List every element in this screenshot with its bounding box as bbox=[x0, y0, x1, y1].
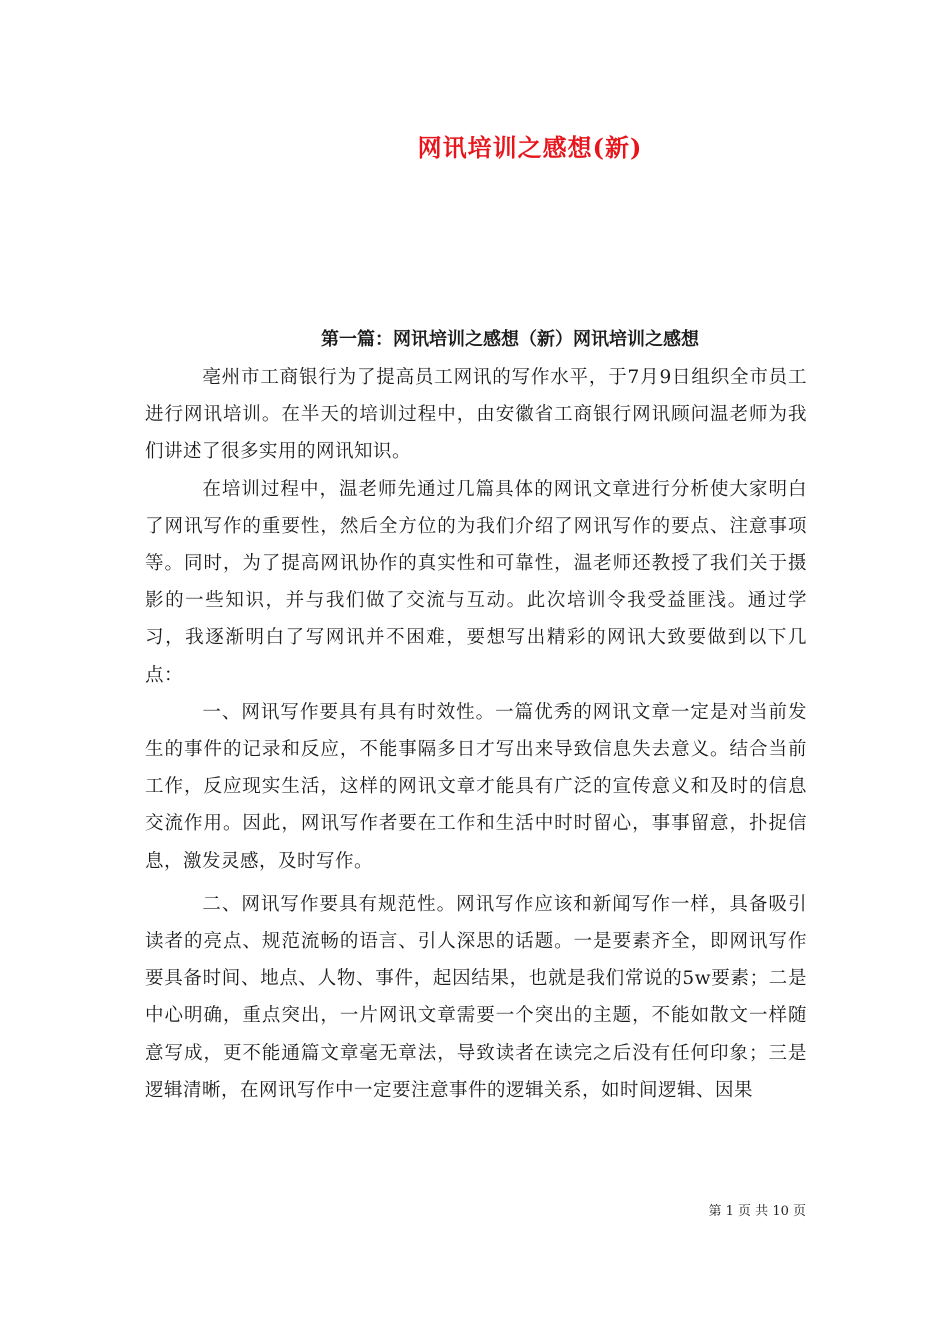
paragraph-intro: 亳州市工商银行为了提高员工网讯的写作水平，于7月9日组织全市员工进行网讯培训。在半天的培训过程中，由安徽省工商银行网讯顾问温老师为我们讲述了很多实用的网讯知识。 bbox=[145, 367, 807, 463]
paragraph-point-two: 二、网讯写作要具有规范性。网讯写作应该和新闻写作一样，具备吸引读者的亮点、规范流畅的语言、引人深思的话题。一是要素齐全，即网讯写作要具备时间、地点、人物、事件，起因结果，也就是我们常说的5w要素；二是中心明确，重点突出，一片网讯文章需要一个突出的主题，不能如散文一样随意写成，更不能通篇文章毫无章法，导致读者在读完之后没有任何印象；三是逻辑清晰，在网讯写作中一定要注意事件的逻辑关系，如时间逻辑、因果 bbox=[145, 893, 807, 1101]
paragraph-training-process: 在培训过程中，温老师先通过几篇具体的网讯文章进行分析使大家明白了网讯写作的重要性，然后全方位的为我们介绍了网讯写作的要点、注意事项等。同时，为了提高网讯协作的真实性和可靠性，温老师还教授了我们关于摄影的一些知识，并与我们做了交流与互动。此次培训令我受益匪浅。通过学习，我逐渐明白了写网讯并不困难，要想写出精彩的网讯大致要做到以下几点： bbox=[145, 478, 807, 686]
document-title: 网讯培训之感想(新) bbox=[417, 133, 643, 162]
page-number-footer: 第 1 页 共 10 页 bbox=[708, 1204, 806, 1219]
document-body bbox=[145, 359, 807, 1109]
paragraph-point-one: 一、网讯写作要具有具有时效性。一篇优秀的网讯文章一定是对当前发生的事件的记录和反应，不能事隔多日才写出来导致信息失去意义。结合当前工作，反应现实生活，这样的网讯文章才能具有广泛的宣传意义和及时的信息交流作用。因此，网讯写作者要在工作和生活中时时留心，事事留意，扑捉信息，激发灵感，及时写作。 bbox=[145, 701, 807, 872]
section-heading: 第一篇：网讯培训之感想（新）网讯培训之感想 bbox=[321, 329, 699, 350]
